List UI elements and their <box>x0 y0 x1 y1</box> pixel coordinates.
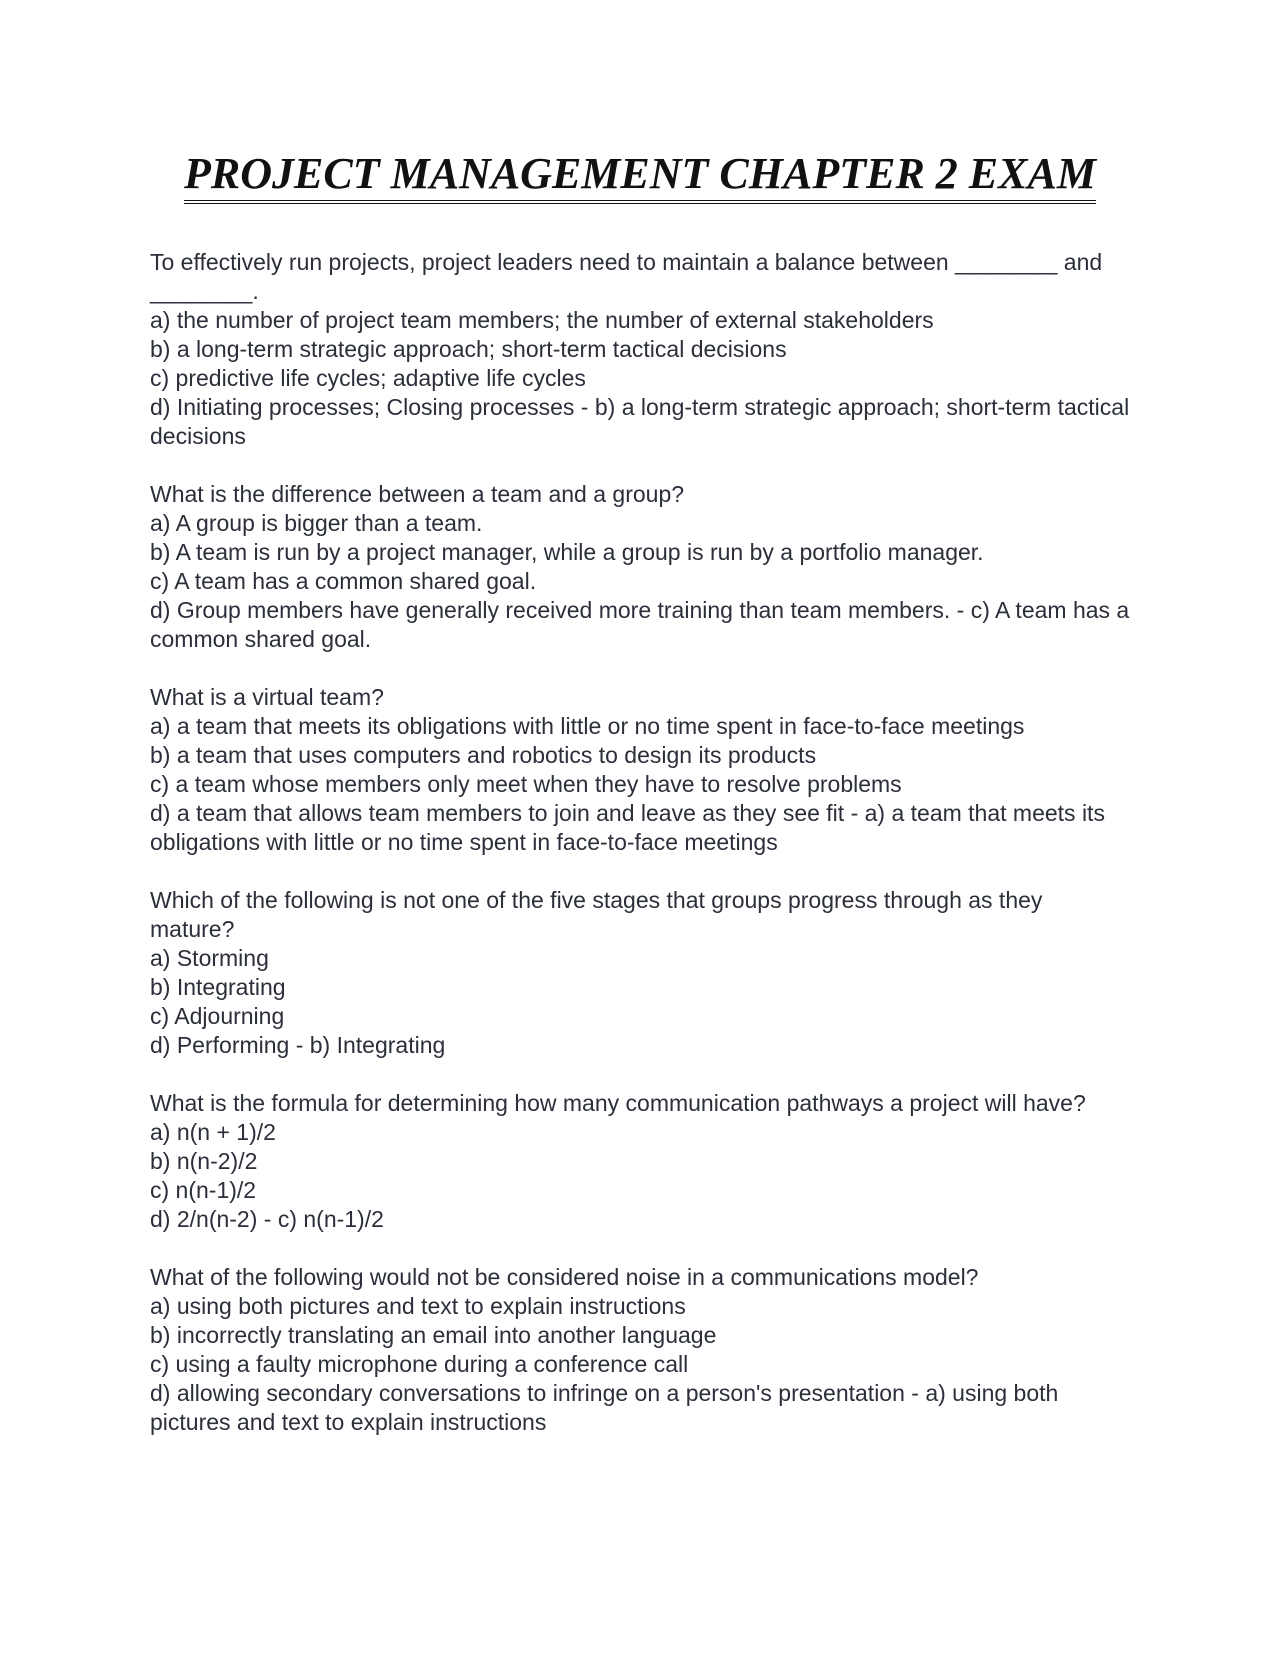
answer-option: c) Adjourning <box>150 1003 285 1029</box>
question-text: What is the formula for determining how many communication pathways a project will have? <box>150 1090 1086 1116</box>
answer-option: a) using both pictures and text to explain instructions <box>150 1293 686 1319</box>
answer-option: b) a team that uses computers and robotics to design its products <box>150 742 817 768</box>
answer-option: c) using a faulty microphone during a conference call <box>150 1351 689 1377</box>
question-text: To effectively run projects, project leaders need to maintain a balance between ________ and ________. <box>150 249 1103 304</box>
answer-option: b) incorrectly translating an email into another language <box>150 1322 717 1348</box>
question-block <box>150 1089 1130 1234</box>
answer-option-with-answer: d) a team that allows team members to join and leave as they see fit - a) a team that meets its obligations with little or no time spent in face-to-face meetings <box>150 800 1105 855</box>
document-title <box>0 150 1280 204</box>
answer-option: b) A team is run by a project manager, while a group is run by a portfolio manager. <box>150 539 984 565</box>
answer-option-with-answer: d) Initiating processes; Closing processes - b) a long-term strategic approach; short-term tactical decisions <box>150 394 1130 449</box>
answer-option: c) n(n-1)/2 <box>150 1177 257 1203</box>
question-block <box>150 480 1130 654</box>
question-block <box>150 248 1130 451</box>
question-text: Which of the following is not one of the five stages that groups progress through as they mature? <box>150 887 1043 942</box>
answer-option-with-answer: d) 2/n(n-2) - c) n(n-1)/2 <box>150 1206 384 1232</box>
question-text: What of the following would not be considered noise in a communications model? <box>150 1264 979 1290</box>
question-block <box>150 1263 1130 1437</box>
answer-option: a) n(n + 1)/2 <box>150 1119 276 1145</box>
answer-option: b) a long-term strategic approach; short-term tactical decisions <box>150 336 787 362</box>
document-title-text: PROJECT MANAGEMENT CHAPTER 2 EXAM <box>184 150 1096 204</box>
answer-option: a) a team that meets its obligations with little or no time spent in face-to-face meetings <box>150 713 1025 739</box>
question-block <box>150 886 1130 1060</box>
answer-option: c) A team has a common shared goal. <box>150 568 537 594</box>
answer-option: b) Integrating <box>150 974 286 1000</box>
answer-option: c) predictive life cycles; adaptive life cycles <box>150 365 586 391</box>
answer-option: b) n(n-2)/2 <box>150 1148 258 1174</box>
question-text: What is a virtual team? <box>150 684 384 710</box>
answer-option: a) A group is bigger than a team. <box>150 510 483 536</box>
answer-option-with-answer: d) allowing secondary conversations to infringe on a person's presentation - a) using both pictures and text to explain instructions <box>150 1380 1059 1435</box>
question-text: What is the difference between a team and a group? <box>150 481 685 507</box>
answer-option: c) a team whose members only meet when they have to resolve problems <box>150 771 902 797</box>
answer-option-with-answer: d) Performing - b) Integrating <box>150 1032 446 1058</box>
document-body <box>150 248 1130 1466</box>
answer-option: a) Storming <box>150 945 269 971</box>
answer-option-with-answer: d) Group members have generally received more training than team members. - c) A team has a common shared goal. <box>150 597 1130 652</box>
answer-option: a) the number of project team members; the number of external stakeholders <box>150 307 934 333</box>
question-block <box>150 683 1130 857</box>
